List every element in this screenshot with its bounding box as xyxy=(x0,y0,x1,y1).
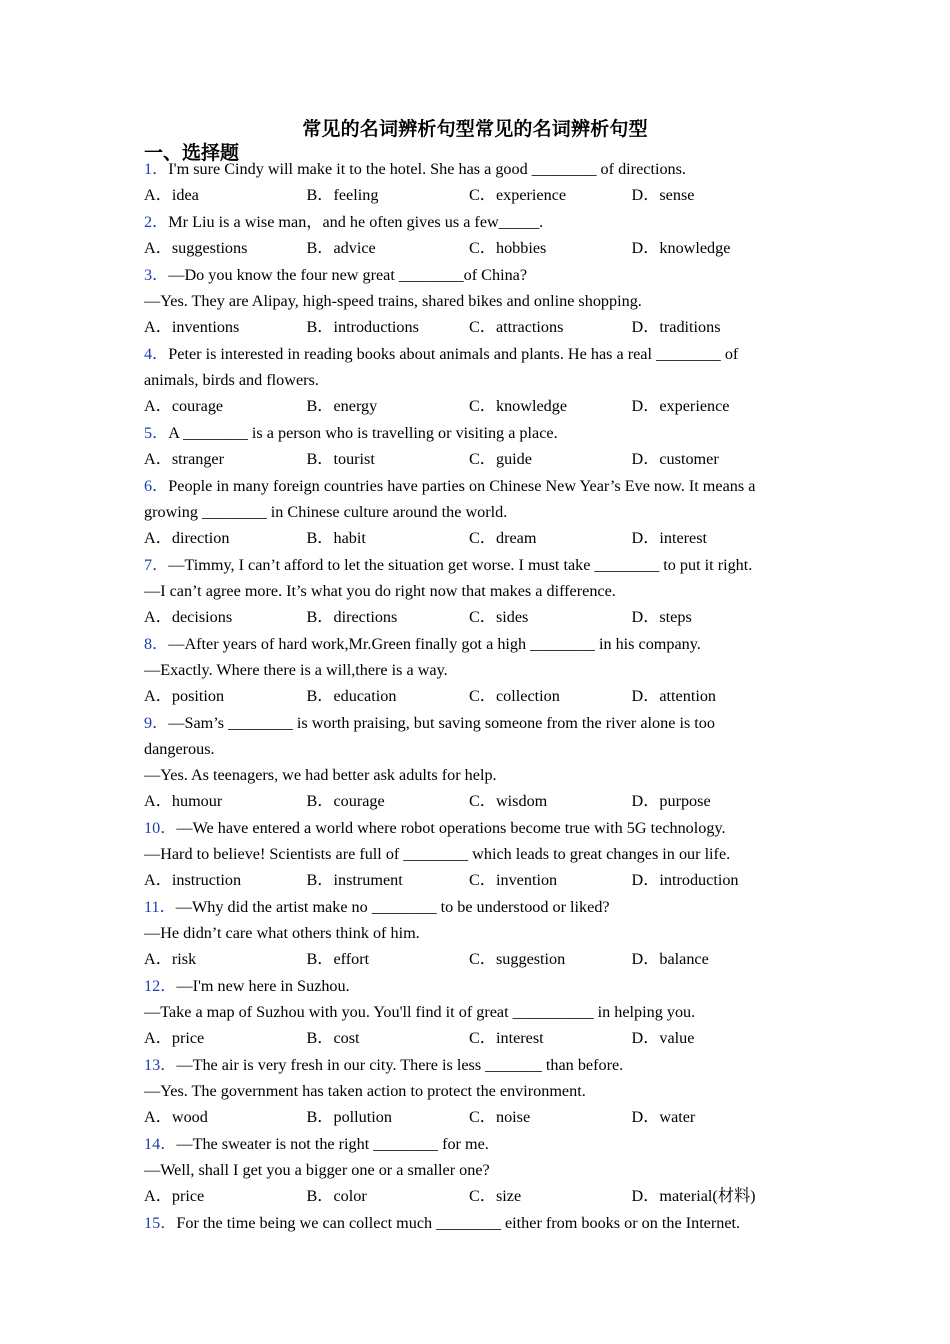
question-text: Peter is interested in reading books about animals and plants. He has a real ________ of xyxy=(168,345,739,363)
answer-option[interactable]: B．habit xyxy=(306,529,366,547)
document-title: 常见的名词辨析句型常见的名词辨析句型 xyxy=(302,118,648,140)
question-text-line xyxy=(144,473,794,499)
question-text: —The air is very fresh in our city. There is less _______ than before. xyxy=(176,1056,624,1074)
question-text-line xyxy=(144,420,794,446)
answer-option[interactable]: B．education xyxy=(306,687,397,705)
question-text: —Yes. They are Alipay, high-speed trains, shared bikes and online shopping. xyxy=(144,292,642,310)
answer-option[interactable]: B．tourist xyxy=(306,450,375,468)
question-text-line xyxy=(144,894,794,920)
question-text: —We have entered a world where robot operations become true with 5G technology. xyxy=(176,819,726,837)
question-text-line xyxy=(144,841,794,867)
question-number: 15． xyxy=(144,1214,177,1232)
answer-options xyxy=(144,1104,794,1130)
question-9 xyxy=(144,710,794,814)
question-text-line xyxy=(144,1078,794,1104)
question-2 xyxy=(144,209,794,261)
answer-option[interactable]: A．stranger xyxy=(144,450,225,468)
answer-option[interactable]: D．steps xyxy=(631,608,692,626)
answer-option[interactable]: C．hobbies xyxy=(469,239,547,257)
question-11 xyxy=(144,894,794,972)
question-text-line xyxy=(144,288,794,314)
answer-options xyxy=(144,235,794,261)
question-text-line xyxy=(144,762,794,788)
answer-options xyxy=(144,446,794,472)
answer-option[interactable]: B．color xyxy=(306,1187,367,1205)
question-text: —The sweater is not the right ________ for me. xyxy=(176,1135,489,1153)
answer-option[interactable]: C．collection xyxy=(469,687,560,705)
question-text-line xyxy=(144,209,794,235)
answer-option[interactable]: D．material(材料) xyxy=(631,1187,756,1205)
answer-option[interactable]: D．knowledge xyxy=(631,239,731,257)
question-text: —I'm new here in Suzhou. xyxy=(176,977,350,995)
answer-options xyxy=(144,393,794,419)
question-number: 8． xyxy=(144,635,169,653)
question-text: —Sam’s ________ is worth praising, but saving someone from the river alone is too xyxy=(168,714,715,732)
question-text-line xyxy=(144,657,794,683)
answer-options xyxy=(144,1183,794,1209)
question-text: —After years of hard work,Mr.Green finally got a high ________ in his company. xyxy=(168,635,701,653)
question-10 xyxy=(144,815,794,893)
answer-option[interactable]: B．energy xyxy=(306,397,378,415)
question-1 xyxy=(144,156,794,208)
question-text-line xyxy=(144,552,794,578)
answer-options xyxy=(144,946,794,972)
question-number: 3． xyxy=(144,266,169,284)
answer-option[interactable]: B．instrument xyxy=(306,871,403,889)
answer-option[interactable]: D．attention xyxy=(631,687,717,705)
question-text-line xyxy=(144,631,794,657)
answer-option[interactable]: C．knowledge xyxy=(469,397,568,415)
question-text-line xyxy=(144,1052,794,1078)
question-5 xyxy=(144,420,794,472)
question-4 xyxy=(144,341,794,419)
answer-option[interactable]: A．decisions xyxy=(144,608,233,626)
question-number: 11． xyxy=(144,898,176,916)
question-text-line xyxy=(144,815,794,841)
question-6 xyxy=(144,473,794,551)
question-text-line xyxy=(144,736,794,762)
question-text: A ________ is a person who is travelling or visiting a place. xyxy=(168,424,558,442)
question-text: People in many foreign countries have parties on Chinese New Year’s Eve now. It means a xyxy=(168,477,756,495)
question-number: 2． xyxy=(144,213,169,231)
answer-option[interactable]: C．guide xyxy=(469,450,532,468)
answer-options xyxy=(144,867,794,893)
question-number: 10． xyxy=(144,819,177,837)
question-text: —Do you know the four new great ________of China? xyxy=(168,266,528,284)
question-text: For the time being we can collect much ________ either from books or on the Internet. xyxy=(176,1214,741,1232)
answer-option[interactable]: A．price xyxy=(144,1187,205,1205)
question-text: —Why did the artist make no ________ to be understood or liked? xyxy=(175,898,610,916)
answer-options xyxy=(144,182,794,208)
question-text: growing ________ in Chinese culture around the world. xyxy=(144,503,508,521)
answer-option[interactable]: B．cost xyxy=(306,1029,360,1047)
question-number: 7． xyxy=(144,556,169,574)
question-8 xyxy=(144,631,794,709)
answer-option[interactable]: C．sides xyxy=(469,608,529,626)
answer-option[interactable]: A．risk xyxy=(144,950,197,968)
question-text-line xyxy=(144,973,794,999)
question-number: 5． xyxy=(144,424,169,442)
answer-option[interactable]: C．size xyxy=(469,1187,522,1205)
question-text: —Yes. As teenagers, we had better ask adults for help. xyxy=(144,766,497,784)
question-text-line xyxy=(144,578,794,604)
answer-option[interactable]: B．directions xyxy=(306,608,398,626)
answer-option[interactable]: B．feeling xyxy=(306,186,379,204)
question-text-line xyxy=(144,341,794,367)
answer-option[interactable]: D．customer xyxy=(631,450,719,468)
question-text: dangerous. xyxy=(144,740,215,758)
question-number: 13． xyxy=(144,1056,177,1074)
answer-option[interactable]: C．experience xyxy=(469,186,567,204)
question-text-line xyxy=(144,1131,794,1157)
question-number: 1． xyxy=(144,160,169,178)
answer-option[interactable]: D．traditions xyxy=(631,318,721,336)
question-number: 4． xyxy=(144,345,169,363)
answer-option[interactable]: C．invention xyxy=(469,871,558,889)
answer-option[interactable]: B．effort xyxy=(306,950,370,968)
answer-options xyxy=(144,683,794,709)
question-12 xyxy=(144,973,794,1051)
answer-option[interactable]: C．attractions xyxy=(469,318,564,336)
answer-options xyxy=(144,314,794,340)
answer-option[interactable]: D．interest xyxy=(631,529,708,547)
answer-option[interactable]: C．suggestion xyxy=(469,950,566,968)
question-3 xyxy=(144,262,794,340)
question-text-line xyxy=(144,499,794,525)
question-number: 6． xyxy=(144,477,169,495)
answer-option[interactable]: D．purpose xyxy=(631,792,711,810)
question-text-line xyxy=(144,262,794,288)
question-text: —Well, shall I get you a bigger one or a smaller one? xyxy=(144,1161,490,1179)
question-13 xyxy=(144,1052,794,1130)
question-text: —Timmy, I can’t afford to let the situation get worse. I must take ________ to put it right. xyxy=(168,556,753,574)
question-text-line xyxy=(144,999,794,1025)
answer-option[interactable]: D．experience xyxy=(631,397,730,415)
answer-option[interactable]: D．introduction xyxy=(631,871,739,889)
question-text-line xyxy=(144,1210,794,1236)
question-text: —Hard to believe! Scientists are full of ________ which leads to great changes in our life. xyxy=(144,845,731,863)
question-text: —I can’t agree more. It’s what you do right now that makes a difference. xyxy=(144,582,616,600)
question-text-line xyxy=(144,710,794,736)
answer-option[interactable]: A．direction xyxy=(144,529,230,547)
section-heading: 一、选择题 xyxy=(144,142,240,164)
answer-option[interactable]: A．idea xyxy=(144,186,199,204)
answer-option[interactable]: C．dream xyxy=(469,529,537,547)
answer-option[interactable]: A．price xyxy=(144,1029,205,1047)
answer-options xyxy=(144,525,794,551)
question-14 xyxy=(144,1131,794,1209)
question-15 xyxy=(144,1210,794,1236)
answer-option[interactable]: A．position xyxy=(144,687,225,705)
answer-option[interactable]: B．courage xyxy=(306,792,385,810)
question-text: —Yes. The government has taken action to protect the environment. xyxy=(144,1082,586,1100)
answer-option[interactable]: A．courage xyxy=(144,397,224,415)
answer-options xyxy=(144,1025,794,1051)
answer-option[interactable]: A．inventions xyxy=(144,318,240,336)
question-number: 14． xyxy=(144,1135,177,1153)
question-number: 12． xyxy=(144,977,177,995)
question-number: 9． xyxy=(144,714,169,732)
answer-options xyxy=(144,604,794,630)
answer-options xyxy=(144,788,794,814)
answer-option[interactable]: C．interest xyxy=(469,1029,544,1047)
answer-option[interactable]: B．advice xyxy=(306,239,376,257)
answer-option[interactable]: C．wisdom xyxy=(469,792,548,810)
question-text: Mr Liu is a wise man，and he often gives us a few_____. xyxy=(168,213,544,231)
answer-option[interactable]: D．balance xyxy=(631,950,709,968)
answer-option[interactable]: D．value xyxy=(631,1029,695,1047)
answer-option[interactable]: A．wood xyxy=(144,1108,208,1126)
question-text-line xyxy=(144,920,794,946)
question-text-line xyxy=(144,367,794,393)
question-text-line xyxy=(144,1157,794,1183)
question-text: —Exactly. Where there is a will,there is a way. xyxy=(144,661,448,679)
answer-option[interactable]: A．suggestions xyxy=(144,239,248,257)
answer-option[interactable]: B．introductions xyxy=(306,318,419,336)
answer-option[interactable]: C．noise xyxy=(469,1108,531,1126)
question-text-line xyxy=(144,156,794,182)
question-list xyxy=(144,156,794,1236)
question-text: I'm sure Cindy will make it to the hotel. She has a good ________ of directions. xyxy=(168,160,686,178)
question-text: —He didn’t care what others think of him. xyxy=(144,924,420,942)
answer-option[interactable]: D．sense xyxy=(631,186,695,204)
answer-option[interactable]: A．humour xyxy=(144,792,223,810)
answer-option[interactable]: B．pollution xyxy=(306,1108,392,1126)
question-text: —Take a map of Suzhou with you. You'll find it of great __________ in helping you. xyxy=(144,1003,696,1021)
answer-option[interactable]: D．water xyxy=(631,1108,696,1126)
question-7 xyxy=(144,552,794,630)
answer-option[interactable]: A．instruction xyxy=(144,871,242,889)
question-text: animals, birds and flowers. xyxy=(144,371,319,389)
